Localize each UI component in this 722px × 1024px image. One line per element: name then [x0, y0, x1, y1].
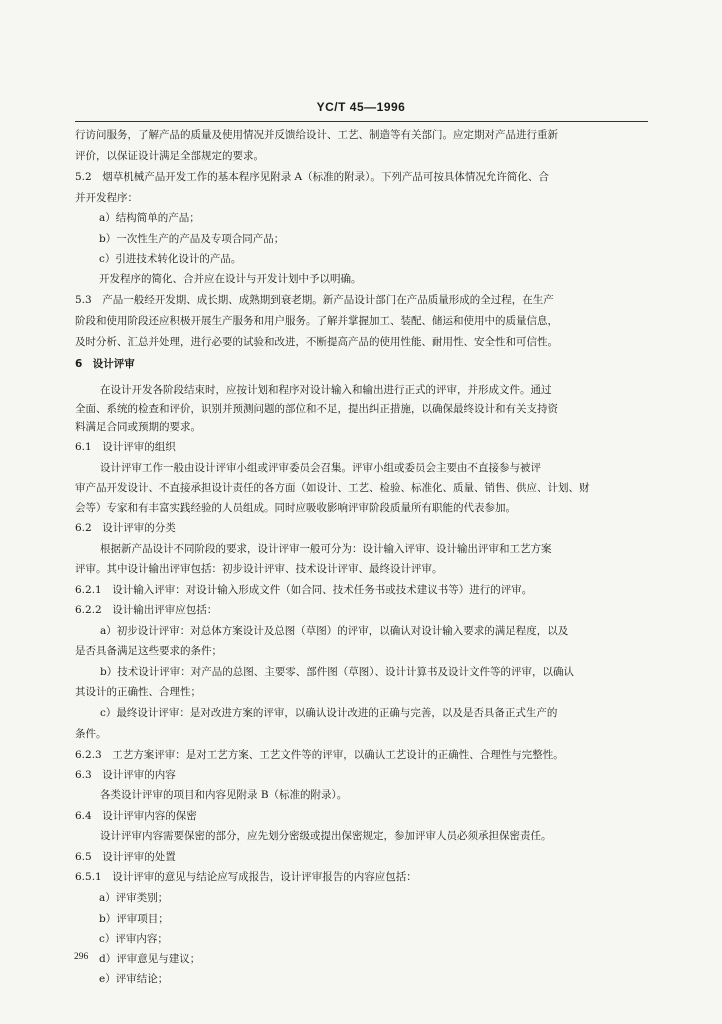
text-line: 根据新产品设计不同阶段的要求，设计评审一般可分为：设计输入评审、设计输出评审和工艺方案	[100, 543, 552, 555]
standard-code-header: YC/T 45—1996	[316, 100, 406, 114]
section-heading: 6 设计评审	[75, 358, 135, 370]
text-line: 全面、系统的检查和评价，识别并预测问题的部位和不足，提出纠正措施，以确保最终设计和有关支持资	[75, 403, 558, 415]
text-line: 其设计的正确性、合理性；	[75, 686, 201, 698]
page-number: 296	[74, 952, 89, 962]
text-line: 开发程序的简化、合并应在设计与开发计划中予以明确。	[99, 273, 362, 285]
text-line: 并开发程序：	[75, 192, 138, 204]
list-item: a）初步设计评审：对总体方案设计及总图（草图）的评审，以确认对设计输入要求的满足程度，以及	[100, 625, 569, 637]
subsection-heading: 6.1 设计评审的组织	[75, 441, 176, 453]
text-line: 设计评审工作一般由设计评审小组或评审委员会召集。评审小组或委员会主要由不直接参与被评	[100, 462, 541, 474]
subsection-heading: 6.2.1 设计输入评审：对设计输入形成文件（如合同、技术任务书或技术建议书等）进行的评审。	[75, 584, 533, 596]
text-line: 行访问服务，了解产品的质量及使用情况并反馈给设计、工艺、制造等有关部门。应定期对产品进行重新	[75, 129, 558, 141]
text-line: 各类设计评审的项目和内容见附录 B（标准的附录）。	[100, 789, 348, 801]
text-line: 设计评审内容需要保密的部分，应先划分密级或提出保密规定，参加评审人员必须承担保密责任。	[100, 830, 552, 842]
text-line: 评价，以保证设计满足全部规定的要求。	[75, 150, 264, 162]
text-line: 料满足合同或预期的要求。	[75, 421, 201, 433]
subsection-heading: 6.4 设计评审内容的保密	[75, 810, 197, 822]
list-item: a）评审类别；	[99, 892, 169, 904]
text-line: 在设计开发各阶段结束时，应按计划和程序对设计输入和输出进行正式的评审，并形成文件。通过	[100, 384, 552, 396]
subsection-heading: 6.2 设计评审的分类	[75, 522, 176, 534]
list-item: b）技术设计评审：对产品的总图、主要零、部件图（草图）、设计计算书及设计文件等的评审，以确认	[100, 666, 574, 678]
list-item: c）最终设计评审：是对改进方案的评审，以确认设计改进的正确与完善，以及是否具备正式生产的	[100, 707, 558, 719]
text-line: 条件。	[75, 728, 107, 740]
list-item: e）评审结论；	[99, 973, 169, 985]
text-line: 5.3 产品一般经开发期、成长期、成熟期到衰老期。新产品设计部门在产品质量形成的全过程，在生产	[75, 294, 554, 306]
list-item: a）结构简单的产品；	[99, 212, 200, 224]
text-line: 会等）专家和有丰富实践经验的人员组成。同时应吸收影响评审阶段质量所有职能的代表参加。	[75, 502, 516, 514]
header-divider	[75, 121, 648, 122]
list-item: d）评审意见与建议；	[99, 953, 201, 965]
text-line: 及时分析、汇总并处理，进行必要的试验和改进，不断提高产品的使用性能、耐用性、安全性和可信性。	[75, 336, 558, 348]
subsection-heading: 6.2.3 工艺方案评审：是对工艺方案、工艺文件等的评审，以确认工艺设计的正确性、合理性与完整性。	[75, 749, 564, 761]
text-line: 是否具备满足这些要求的条件；	[75, 645, 222, 657]
subsection-heading: 6.5.1 设计评审的意见与结论应写成报告，设计评审报告的内容应包括：	[75, 871, 417, 883]
list-item: b）评审项目；	[99, 913, 169, 925]
text-line: 评审。其中设计输出评审包括：初步设计评审、技术设计评审、最终设计评审。	[75, 563, 443, 575]
subsection-heading: 6.5 设计评审的处置	[75, 851, 176, 863]
subsection-heading: 6.2.2 设计输出评审应包括：	[75, 604, 218, 616]
list-item: c）引进技术转化设计的产品。	[99, 253, 242, 265]
text-line: 阶段和使用阶段还应积极开展生产服务和用户服务。了解并掌握加工、装配、储运和使用中的质量信息，	[75, 315, 558, 327]
list-item: c）评审内容；	[99, 933, 168, 945]
text-line: 5.2 烟草机械产品开发工作的基本程序见附录 A（标准的附录）。下列产品可按具体情况允许简化、合	[75, 171, 549, 183]
list-item: b）一次性生产的产品及专项合同产品；	[99, 233, 285, 245]
subsection-heading: 6.3 设计评审的内容	[75, 769, 176, 781]
text-line: 审产品开发设计、不直接承担设计责任的各方面（如设计、工艺、检验、标准化、质量、销售、供应、计划、财	[75, 482, 590, 494]
